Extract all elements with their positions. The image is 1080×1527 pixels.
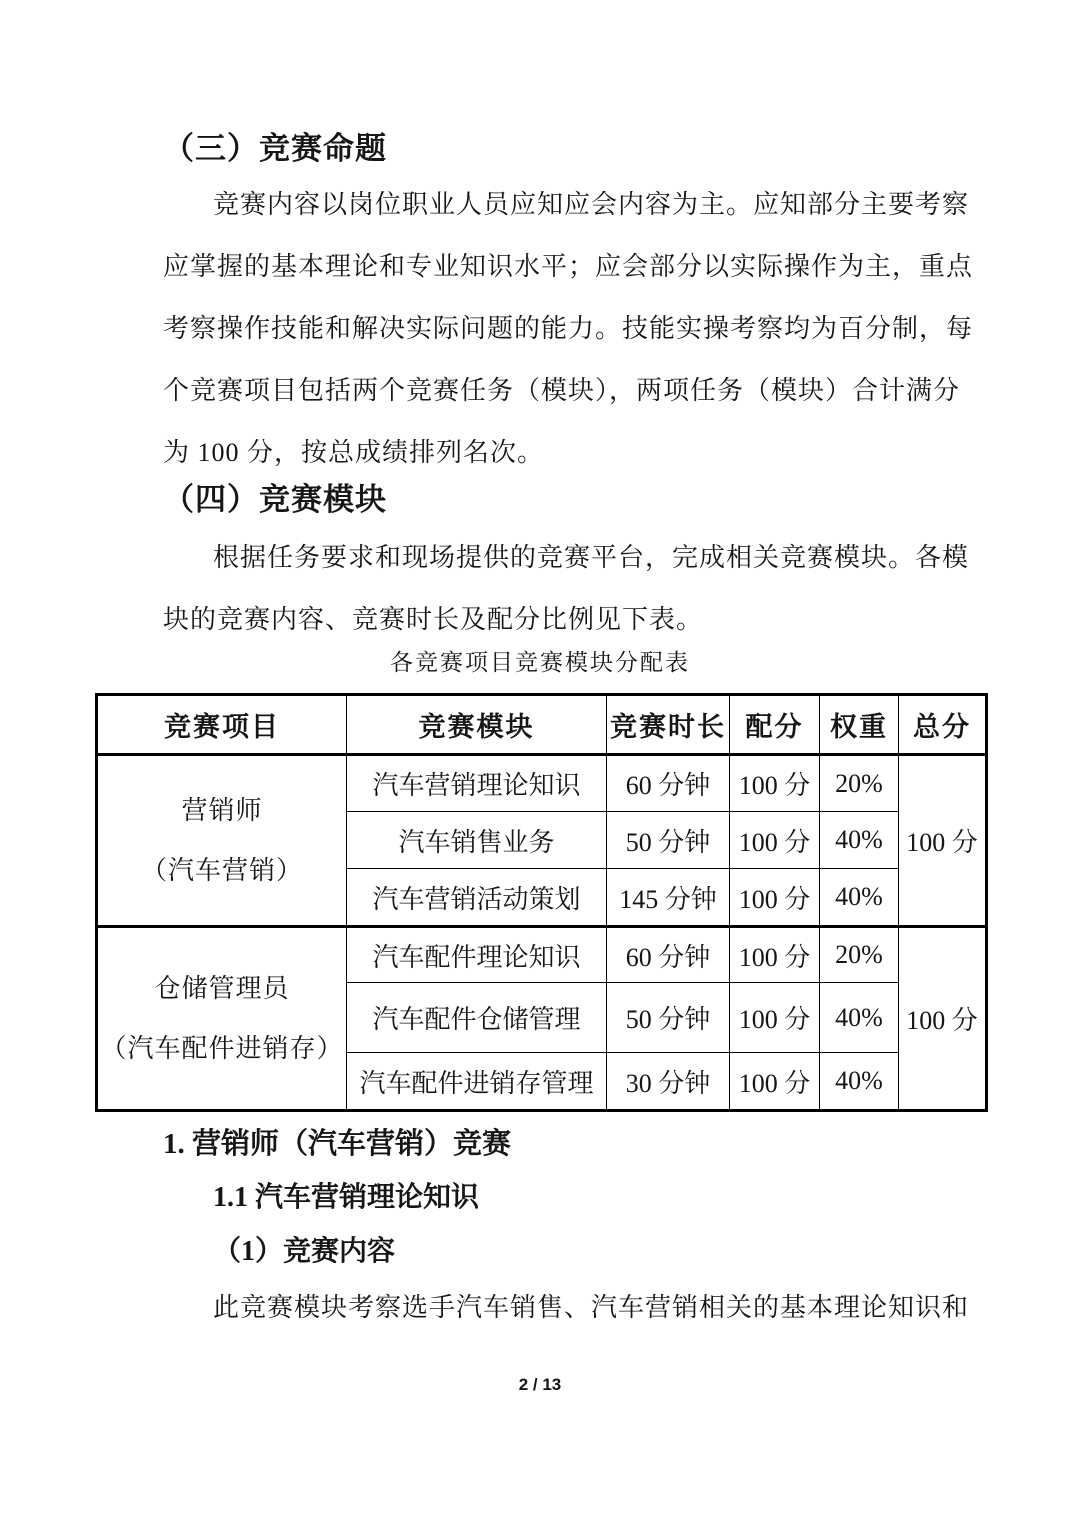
paragraph-line: 块的竞赛内容、竞赛时长及配分比例见下表。	[163, 605, 704, 634]
numbered-heading-1-1: 1.1 汽车营销理论知识	[213, 1182, 480, 1213]
cell-score: 100 分	[730, 983, 820, 1053]
cell-module: 汽车配件理论知识	[347, 927, 607, 983]
project-name-line: （汽车营销）	[140, 855, 303, 885]
table-row	[97, 927, 987, 983]
cell-project-group2	[97, 927, 347, 1111]
column-header-duration: 竞赛时长	[607, 695, 730, 755]
column-header-total: 总分	[899, 695, 987, 755]
paragraph-line: 竞赛内容以岗位职业人员应知应会内容为主。应知部分主要考察	[213, 190, 970, 219]
page-number: 2 / 13	[518, 1375, 562, 1394]
cell-score: 100 分	[730, 1053, 820, 1111]
cell-duration: 50 分钟	[607, 983, 730, 1053]
table-caption: 各竞赛项目竞赛模块分配表	[390, 650, 690, 675]
cell-weight: 40%	[820, 812, 899, 869]
paragraph-line: 个竞赛项目包括两个竞赛任务（模块），两项任务（模块）合计满分	[163, 376, 961, 405]
paragraph-line: 考察操作技能和解决实际问题的能力。技能实操考察均为百分制，每	[163, 314, 974, 343]
section-heading-3: （三）竞赛命题	[163, 131, 387, 166]
cell-module: 汽车销售业务	[347, 812, 607, 869]
numbered-heading-1: 1. 营销师（汽车营销）竞赛	[163, 1128, 512, 1160]
project-name-line: 营销师	[181, 795, 263, 825]
section-heading-4: （四）竞赛模块	[163, 482, 387, 517]
paragraph-line: 根据任务要求和现场提供的竞赛平台，完成相关竞赛模块。各模	[213, 543, 970, 572]
cell-module: 汽车营销活动策划	[347, 869, 607, 927]
paragraph-competition-module	[163, 527, 1080, 651]
cell-weight: 40%	[820, 983, 899, 1053]
cell-module: 汽车配件仓储管理	[347, 983, 607, 1053]
cell-score: 100 分	[730, 812, 820, 869]
table-row	[97, 755, 987, 812]
cell-duration: 60 分钟	[607, 755, 730, 812]
cell-score: 100 分	[730, 927, 820, 983]
paragraph-module-intro: 此竞赛模块考察选手汽车销售、汽车营销相关的基本理论知识和	[213, 1293, 970, 1322]
paragraph-line: 应掌握的基本理论和专业知识水平；应会部分以实际操作为主，重点	[163, 252, 974, 281]
cell-score: 100 分	[730, 755, 820, 812]
paragraph-competition-topic	[163, 174, 1080, 484]
project-name-line: （汽车配件进销存）	[100, 1033, 344, 1063]
cell-duration: 60 分钟	[607, 927, 730, 983]
cell-duration: 50 分钟	[607, 812, 730, 869]
module-allocation-table	[95, 693, 988, 1112]
column-header-module: 竞赛模块	[347, 695, 607, 755]
cell-weight: 40%	[820, 1053, 899, 1111]
cell-project-group1	[97, 755, 347, 927]
column-header-weight: 权重	[820, 695, 899, 755]
cell-module: 汽车配件进销存管理	[347, 1053, 607, 1111]
paragraph-line: 为 100 分，按总成绩排列名次。	[163, 438, 545, 467]
cell-module: 汽车营销理论知识	[347, 755, 607, 812]
cell-score: 100 分	[730, 869, 820, 927]
cell-weight: 20%	[820, 755, 899, 812]
table-header-row	[97, 695, 987, 755]
cell-duration: 30 分钟	[607, 1053, 730, 1111]
cell-total-group2: 100 分	[899, 927, 987, 1111]
project-name-line: 仓储管理员	[154, 973, 290, 1003]
column-header-score: 配分	[730, 695, 820, 755]
cell-weight: 40%	[820, 869, 899, 927]
cell-duration: 145 分钟	[607, 869, 730, 927]
cell-weight: 20%	[820, 927, 899, 983]
cell-total-group1: 100 分	[899, 755, 987, 927]
numbered-heading-item-1: （1）竞赛内容	[213, 1236, 396, 1267]
column-header-project: 竞赛项目	[97, 695, 347, 755]
